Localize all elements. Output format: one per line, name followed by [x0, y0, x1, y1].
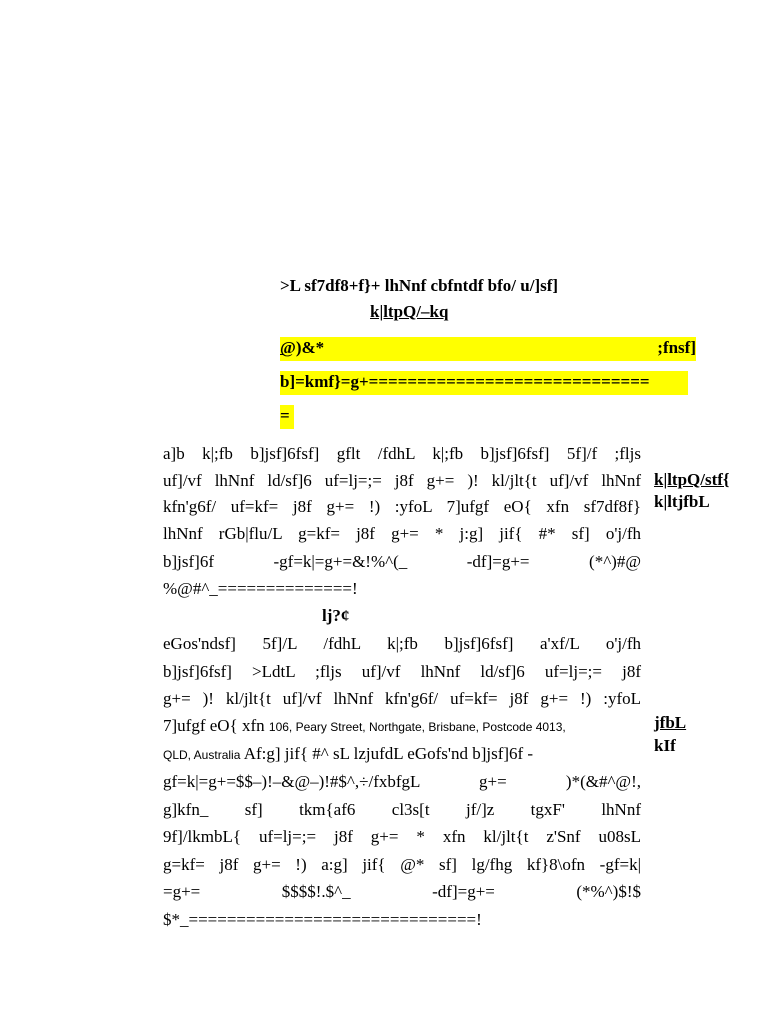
paragraph2-line: b]jsf]6fsf] >LdtL ;fljs uf]/vf lhNnf ld/sf]6 uf=lj=;= j8f: [163, 662, 641, 681]
paragraph3-last-line: $*_==============================!: [163, 910, 482, 929]
paragraph1-line: a]b k|;fb b]jsf]6fsf] gflt /fdhL k|;fb b]jsf]6fsf] 5f]/f ;fljs: [163, 444, 641, 463]
side-note-respondent-2: k|ltjfbL: [654, 492, 710, 511]
year-text: @)&*: [280, 338, 325, 357]
year-suffix: ;fnsf]: [657, 338, 696, 357]
paragraph1-line: kfn'g6f/ uf=kf= j8f g+= !) :yfoL 7]ufgf eO{ xfn sf7df8f}: [163, 497, 641, 516]
case-number-line: b]=kmf}=g+=============================: [280, 371, 688, 395]
section-heading: lj?¢: [322, 606, 350, 625]
address-suffix: Af:g] jif{ #^ sL lzjufdL eGofs'nd b]jsf]6f -: [243, 744, 534, 763]
paragraph3-line: g]kfn_ sf] tkm{af6 cl3s[t jf/]z tgxF' lhNnf: [163, 800, 641, 819]
side-note-plaintiff-2: kIf: [654, 736, 676, 755]
document-title: >L sf7df8+f}+ lhNnf cbfntdf bfo/ u/]sf]: [280, 276, 559, 295]
paragraph3-line: g=kf= j8f g+= !) a:g] jif{ @* sf] lg/fhg kf}8\ofn -gf=k|: [163, 855, 641, 874]
paragraph1-line: lhNnf rGb|flu/L g=kf= j8f g+= * j:g] jif{ #* sf] o'j/fh: [163, 524, 641, 543]
address-english: 106, Peary Street, Northgate, Brisbane, Postcode 4013,: [268, 720, 566, 734]
paragraph1-line: %@#^_==============!: [163, 579, 358, 598]
address-english-2: QLD, Australia: [163, 748, 241, 762]
address-prefix: 7]ufgf eO{ xfn: [163, 716, 265, 735]
paragraph2-line: eGos'ndsf] 5f]/L /fdhL k|;fb b]jsf]6fsf] a'xf/L o'j/fh: [163, 634, 641, 653]
side-note-respondent: k|ltpQ/stf{: [654, 470, 730, 489]
year-line: [280, 337, 696, 361]
paragraph3-line: =g+= $$$$!.$^_ -df]=g+= (*%^)$!$: [163, 882, 641, 901]
document-subtitle: k|ltpQ/–kq: [370, 302, 449, 321]
address-line: [163, 716, 641, 737]
paragraph1-line: b]jsf]6f -gf=k|=g+=&!%^(_ -df]=g+= (*^)#@: [163, 552, 641, 571]
paragraph3-line: 9f]/lkmbL{ uf=lj=;= j8f g+= * xfn kl/jlt{t z'Snf u08sL: [163, 827, 641, 846]
paragraph1-line: uf]/vf lhNnf ld/sf]6 uf=lj=;= j8f g+= )! kl/jlt{t uf]/vf lhNnf: [163, 471, 641, 490]
side-note-plaintiff: jfbL: [654, 713, 687, 732]
paragraph3-line: gf=k|=g+=$$–)!–&@–)!#$^,÷/fxbfgL g+= )*(&#^@!,: [163, 772, 641, 791]
case-number-continuation: =: [280, 405, 294, 429]
paragraph2-line: g+= )! kl/jlt{t uf]/vf lhNnf kfn'g6f/ uf=kf= j8f g+= !) :yfoL: [163, 689, 641, 708]
address-line-2: [163, 744, 641, 765]
year-underline: [280, 337, 696, 359]
